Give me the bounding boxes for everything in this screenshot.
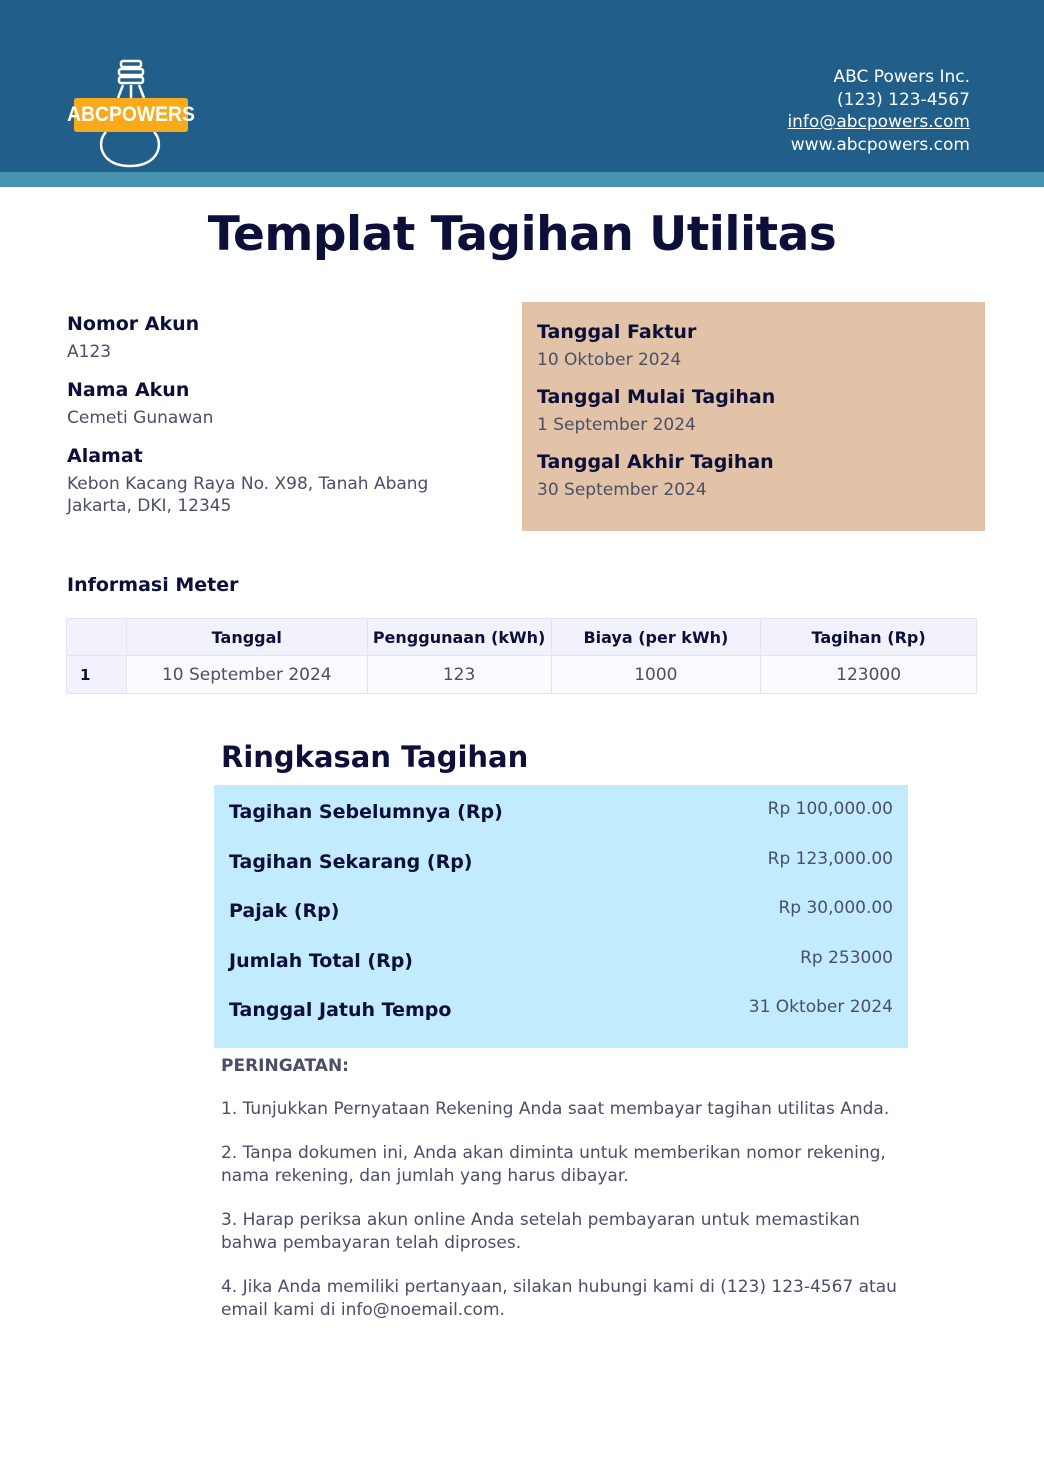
column-header-date: Tanggal: [126, 619, 367, 656]
account-name-value: Cemeti Gunawan: [67, 408, 214, 428]
account-name-label: Nama Akun: [67, 379, 190, 401]
cell-charge: 123000: [761, 656, 977, 694]
address-value: [67, 473, 487, 517]
summary-label: Pajak (Rp): [229, 900, 340, 923]
start-date-group: [537, 385, 970, 436]
invoice-date-label: Tanggal Faktur: [537, 321, 697, 343]
end-date-label: Tanggal Akhir Tagihan: [537, 451, 774, 473]
meter-table-header: [67, 619, 977, 656]
cell-date: 10 September 2024: [126, 656, 367, 694]
summary-value: Rp 100,000.00: [767, 799, 893, 819]
account-name-group: [67, 378, 487, 429]
address-label: Alamat: [67, 445, 143, 467]
summary-row-tax: [229, 898, 893, 948]
column-header-charge: Tagihan (Rp): [761, 619, 977, 656]
company-website: www.abcpowers.com: [790, 134, 970, 155]
invoice-date-value: 10 Oktober 2024: [537, 350, 682, 370]
summary-value: Rp 253000: [800, 947, 893, 968]
company-name: ABC Powers Inc.: [833, 67, 970, 87]
warning-item: 1. Tunjukkan Pernyataan Rekening Anda saat membayar tagihan utilitas Anda.: [221, 1099, 890, 1119]
account-number-value: A123: [67, 342, 112, 362]
warning-item: 2. Tanpa dokumen ini, Anda akan diminta untuk memberikan nomor rekening, nama rekening, dan jumlah yang harus dibayar.: [221, 1143, 886, 1186]
meter-table: [66, 618, 977, 694]
summary-value: 31 Oktober 2024: [748, 997, 893, 1018]
account-number-label: Nomor Akun: [67, 313, 200, 335]
meter-section-title: Informasi Meter: [67, 574, 239, 596]
summary-label: Jumlah Total (Rp): [229, 949, 413, 972]
row-index: 1: [67, 656, 127, 694]
company-phone: (123) 123-4567: [837, 89, 970, 110]
invoice-date-group: [537, 320, 970, 371]
column-header-index: [67, 619, 127, 656]
warning-item: 4. Jika Anda memiliki pertanyaan, silakan hubungi kami di (123) 123-4567 atau email kami di info@noemail.com.: [221, 1277, 897, 1320]
summary-title: Ringkasan Tagihan: [221, 740, 529, 774]
address-group: [67, 444, 487, 517]
billing-dates-box: [522, 302, 985, 531]
account-info: [67, 312, 487, 532]
warning-title: PERINGATAN:: [221, 1056, 349, 1076]
start-date-value: 1 September 2024: [537, 415, 696, 435]
summary-row-previous: [229, 799, 893, 849]
company-contact: [787, 66, 970, 156]
logo-text: ABCPOWERS: [74, 98, 188, 132]
billing-summary-box: [214, 785, 908, 1048]
summary-row-due-date: [229, 997, 893, 1047]
summary-row-current: [229, 849, 893, 899]
page-title: Templat Tagihan Utilitas: [207, 207, 837, 262]
warning-section: [221, 1056, 911, 1343]
summary-value: Rp 123,000.00: [767, 848, 893, 869]
table-row: [67, 656, 977, 694]
summary-value: Rp 30,000.00: [778, 898, 893, 919]
address-line-1: Kebon Kacang Raya No. X98, Tanah Abang: [67, 474, 429, 494]
header-stripe: [0, 172, 1044, 187]
cell-rate: 1000: [551, 656, 761, 694]
summary-label: Tagihan Sekarang (Rp): [229, 850, 473, 873]
column-header-usage: Penggunaan (kWh): [367, 619, 551, 656]
company-email-link[interactable]: info@abcpowers.com: [787, 112, 970, 132]
warning-item: 3. Harap periksa akun online Anda setelah pembayaran untuk memastikan bahwa pembayaran telah diproses.: [221, 1210, 860, 1253]
company-logo: [66, 58, 194, 170]
summary-label: Tagihan Sebelumnya (Rp): [229, 801, 503, 823]
account-number-group: [67, 312, 487, 363]
cell-usage: 123: [367, 656, 551, 694]
summary-row-total: [229, 948, 893, 998]
address-line-2: Jakarta, DKI, 12345: [67, 496, 232, 516]
start-date-label: Tanggal Mulai Tagihan: [537, 386, 776, 408]
end-date-group: [537, 450, 970, 501]
end-date-value: 30 September 2024: [537, 480, 707, 500]
column-header-rate: Biaya (per kWh): [551, 619, 761, 656]
summary-label: Tanggal Jatuh Tempo: [229, 999, 452, 1022]
